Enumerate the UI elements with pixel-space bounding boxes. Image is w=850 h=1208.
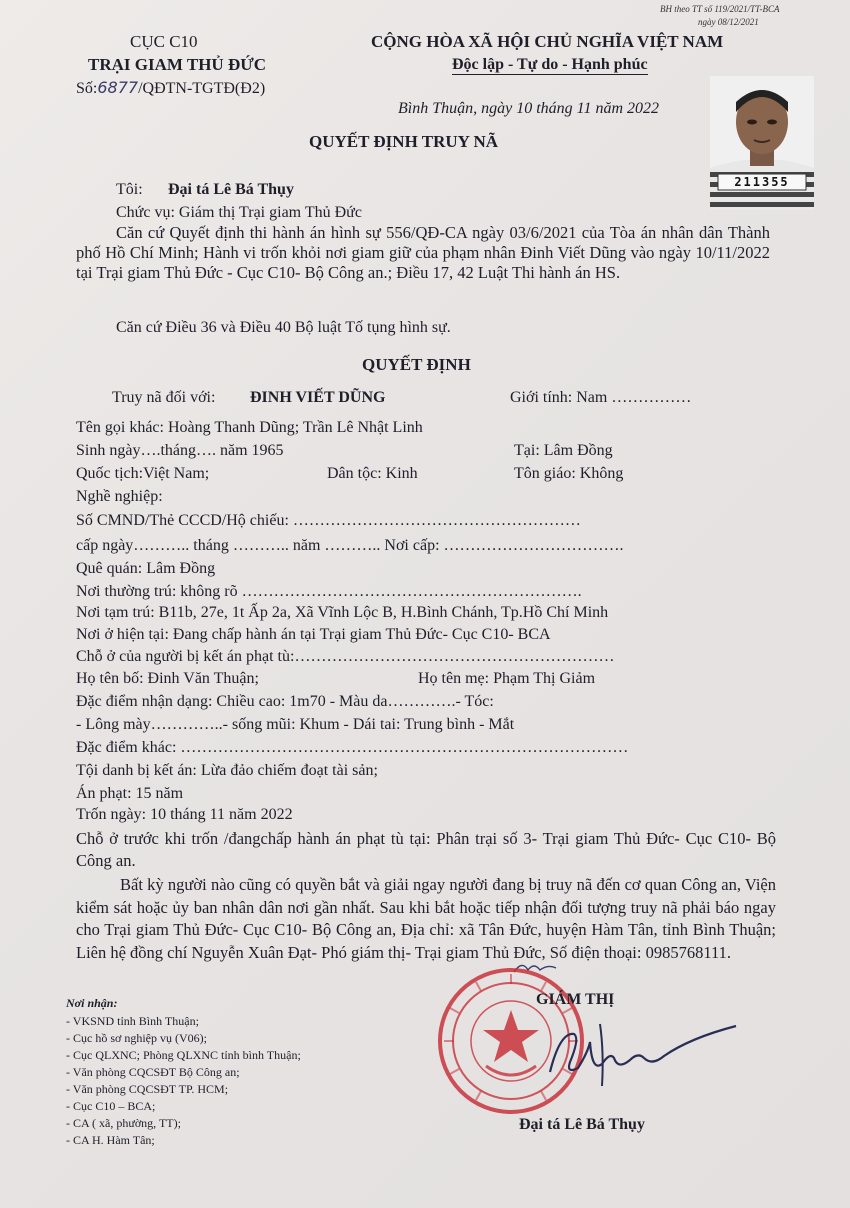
ethnicity: Dân tộc: Kinh — [327, 465, 418, 482]
issuer-position: Chức vụ: Giám thị Trại giam Thủ Đức — [116, 204, 362, 221]
legal-basis-1: Căn cứ Quyết định thi hành án hình sự 556/QĐ-CA ngày 03/6/2021 của Tòa án nhân dân Thành phố Hồ Chí Minh; Hành vi trốn khỏi nơi giam giữ của phạm nhân Đinh Viết Dũng vào ngày 10/11/2022 tại Trại giam Thủ Đức - Cục C10- Bộ Công an.; Điều 17, 42 Luật Thi hành án HS. — [76, 223, 770, 282]
so-suffix: /QĐTN-TGTĐ(Đ2) — [138, 80, 266, 97]
place-date: Bình Thuận, ngày 10 tháng 11 năm 2022 — [398, 100, 660, 117]
recipient-item: - Cục C10 – BCA; — [66, 1099, 156, 1113]
birth-place: Tại: Lâm Đồng — [514, 442, 613, 459]
recipient-item: - Cục QLXNC; Phòng QLXNC tỉnh bình Thuận; — [66, 1048, 301, 1062]
id-issued: cấp ngày……….. tháng ……….. năm ……….. Nơi cấp: ……………………………. — [76, 537, 624, 554]
escape-date: Trốn ngày: 10 tháng 11 năm 2022 — [76, 806, 293, 823]
suspect-photo — [710, 76, 814, 210]
recipient-item: - Văn phòng CQCSĐT Bộ Công an; — [66, 1065, 240, 1079]
document-title: QUYẾT ĐỊNH TRUY NÃ — [309, 132, 499, 151]
id-number: Số CMND/Thẻ CCCD/Hộ chiếu: ……………………………………………… — [76, 512, 581, 529]
religion: Tôn giáo: Không — [514, 465, 624, 482]
birth-date: Sinh ngày….tháng…. năm 1965 — [76, 442, 284, 459]
notice-paragraph: Bất kỳ người nào cũng có quyền bắt và giải ngay người đang bị truy nã đến cơ quan Công an, Viện kiểm sát hoặc ủy ban nhân dân nơi gần nhất. Sau khi bắt hoặc tiếp nhận đối tượng truy nã phải báo ngay cho Trại giam Thủ Đức- Cục C10- Bộ Công an, Địa chỉ: xã Tân Đức, huyện Hàm Tân, tỉnh Bình Thuận; Liên hệ đồng chí Nguyễn Xuân Đạt- Phó giám thị- Trại giam Thủ Đức, Số điện thoại: 0985768111. — [76, 875, 776, 962]
temporary-address: Nơi tạm trú: B11b, 27e, 1t Ấp 2a, Xã Vĩnh Lộc B, H.Bình Chánh, Tp.Hồ Chí Minh — [76, 604, 609, 621]
convict-residence: Chỗ ở của người bị kết án phạt tù:…………………………………………………… — [76, 648, 615, 665]
gender: Giới tính: Nam …………… — [510, 389, 692, 406]
hometown: Quê quán: Lâm Đồng — [76, 560, 216, 577]
wanted-name: ĐINH VIẾT DŨNG — [250, 389, 386, 406]
corner-note-1: BH theo TT số 119/2021/TT-BCA — [660, 4, 780, 14]
so-prefix: Số: — [76, 80, 98, 97]
prior-location: Chỗ ở trước khi trốn /đangchấp hành án phạt tù tại: Phân trại số 3- Trại giam Thủ Đức- Cục C10- Bộ Công an. — [76, 829, 776, 870]
aliases: Tên gọi khác: Hoàng Thanh Dũng; Trần Lê Nhật Linh — [76, 419, 423, 436]
org-parent: CỤC C10 — [130, 32, 198, 51]
current-residence: Nơi ở hiện tại: Đang chấp hành án tại Trại giam Thủ Đức- Cục C10- BCA — [76, 626, 551, 643]
mother-name: Họ tên mẹ: Phạm Thị Giảm — [418, 670, 596, 687]
signer-name: Đại tá Lê Bá Thụy — [519, 1116, 645, 1133]
father-name: Họ tên bố: Đinh Văn Thuận; — [76, 670, 259, 687]
convicted-crime: Tội danh bị kết án: Lừa đảo chiếm đoạt tài sản; — [76, 762, 378, 779]
legal-basis-2: Căn cứ Điều 36 và Điều 40 Bộ luật Tố tụng hình sự. — [116, 319, 451, 336]
decision-title: QUYẾT ĐỊNH — [362, 355, 471, 374]
corner-note-2: ngày 08/12/2021 — [698, 17, 759, 27]
issuer-label: Tôi: — [116, 181, 143, 198]
signature-icon — [540, 1012, 750, 1092]
recipients-title: Nơi nhận: — [66, 996, 118, 1010]
recipient-item: - CA ( xã, phường, TT); — [66, 1116, 181, 1130]
signer-role: GIÁM THỊ — [536, 991, 615, 1008]
occupation: Nghề nghiệp: — [76, 488, 163, 505]
recipient-item: - Văn phòng CQCSĐT TP. HCM; — [66, 1082, 229, 1096]
other-features: Đặc điểm khác: ………………………………………………………………………… — [76, 739, 629, 756]
org-name: TRẠI GIAM THỦ ĐỨC — [88, 55, 267, 74]
photo-id-number: 211355 — [734, 175, 790, 189]
recipient-item: - Cục hồ sơ nghiệp vụ (V06); — [66, 1031, 207, 1045]
document-number — [76, 78, 265, 98]
recipient-item: - CA H. Hàm Tân; — [66, 1133, 155, 1147]
national-title: CỘNG HÒA XÃ HỘI CHỦ NGHĨA VIỆT NAM — [371, 32, 724, 51]
recipient-item: - VKSND tỉnh Bình Thuận; — [66, 1014, 199, 1028]
facial-features: - Lông mày…………..- sống mũi: Khum - Dái tai: Trung bình - Mắt — [76, 716, 515, 733]
national-motto: Độc lập - Tự do - Hạnh phúc — [452, 56, 648, 73]
identifying-features: Đặc điểm nhận dạng: Chiều cao: 1m70 - Màu da………….- Tóc: — [76, 693, 494, 710]
issuer-name: Đại tá Lê Bá Thụy — [168, 181, 294, 198]
nationality: Quốc tịch:Việt Nam; — [76, 465, 210, 482]
wanted-label: Truy nã đối với: — [112, 389, 216, 406]
so-number-handwritten: 6877 — [97, 78, 139, 97]
sentence: Án phạt: 15 năm — [76, 785, 184, 802]
permanent-address: Nơi thường trú: không rõ ………………………………………………………. — [76, 583, 582, 600]
